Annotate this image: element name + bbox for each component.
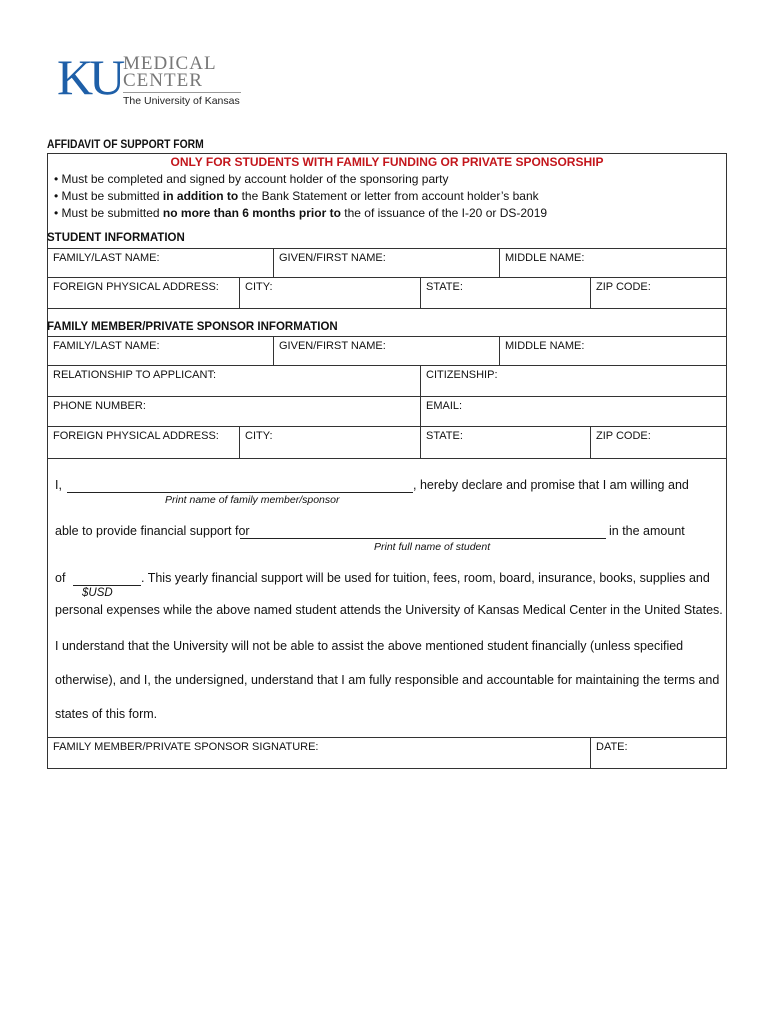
caption-usd: $USD — [82, 587, 113, 599]
sponsor-signature-field[interactable]: FAMILY MEMBER/PRIVATE SPONSOR SIGNATURE: — [47, 737, 591, 769]
declaration-line7: states of this form. — [55, 707, 158, 721]
student-given-name-field[interactable]: GIVEN/FIRST NAME: — [273, 248, 500, 278]
student-address-field[interactable]: FOREIGN PHYSICAL ADDRESS: — [47, 277, 240, 309]
bullet-additional-document: • Must be submitted in addition to the Bank Statement or letter from account holder’s bank — [54, 189, 539, 203]
declaration-line2-suffix: in the amount — [609, 524, 685, 538]
sponsor-state-field[interactable]: STATE: — [420, 426, 591, 459]
sponsor-family-name-field[interactable]: FAMILY/LAST NAME: — [47, 336, 274, 366]
declaration-line6: otherwise), and I, the undersigned, understand that I am fully responsible and accountable for maintaining the terms and — [55, 673, 720, 687]
form-title: AFFIDAVIT OF SUPPORT FORM — [47, 139, 204, 151]
declaration-line2-prefix: able to provide financial support for — [55, 524, 250, 538]
logo-university-text: The University of Kansas — [123, 95, 240, 107]
eligibility-notice: ONLY FOR STUDENTS WITH FAMILY FUNDING OR PRIVATE SPONSORSHIP — [170, 155, 604, 169]
sponsor-name-line[interactable] — [67, 492, 413, 493]
relationship-field[interactable]: RELATIONSHIP TO APPLICANT: — [47, 365, 421, 397]
sponsor-given-name-field[interactable]: GIVEN/FIRST NAME: — [273, 336, 500, 366]
ku-medical-center-logo — [57, 49, 247, 110]
student-info-heading: STUDENT INFORMATION — [47, 232, 185, 244]
logo-medical-text: MEDICAL — [123, 53, 217, 74]
declaration-line4: personal expenses while the above named student attends the University of Kansas Medical Center in the United States. — [55, 603, 723, 617]
declaration-line3-suffix: . This yearly financial support will be used for tuition, fees, room, board, insurance, books, supplies and — [141, 571, 710, 585]
student-state-field[interactable]: STATE: — [420, 277, 591, 309]
sponsor-address-field[interactable]: FOREIGN PHYSICAL ADDRESS: — [47, 426, 240, 459]
bullet-completed-signed: • Must be completed and signed by account holder of the sponsoring party — [54, 172, 449, 186]
student-family-name-field[interactable]: FAMILY/LAST NAME: — [47, 248, 274, 278]
logo-divider — [123, 92, 241, 93]
bullet-time-limit: • Must be submitted no more than 6 months prior to the of issuance of the I-20 or DS-2019 — [54, 206, 548, 220]
logo-ku-mark: KU — [57, 49, 122, 105]
student-middle-name-field[interactable]: MIDDLE NAME: — [499, 248, 727, 278]
caption-sponsor-name: Print name of family member/sponsor — [165, 494, 340, 506]
declaration-line3-prefix: of — [55, 571, 66, 585]
student-city-field[interactable]: CITY: — [239, 277, 421, 309]
declaration-i-prefix: I, — [55, 478, 62, 492]
phone-field[interactable]: PHONE NUMBER: — [47, 396, 421, 427]
declaration-line5: I understand that the University will not be able to assist the above mentioned student financially (unless specified — [55, 639, 684, 653]
sponsor-info-heading: FAMILY MEMBER/PRIVATE SPONSOR INFORMATION — [47, 321, 338, 333]
declaration-line1-suffix: , hereby declare and promise that I am willing and — [413, 478, 689, 492]
caption-student-name: Print full name of student — [374, 541, 491, 553]
sponsor-zip-field[interactable]: ZIP CODE: — [590, 426, 727, 459]
student-name-line[interactable] — [240, 538, 606, 539]
student-zip-field[interactable]: ZIP CODE: — [590, 277, 727, 309]
date-field[interactable]: DATE: — [590, 737, 727, 769]
amount-line[interactable] — [73, 585, 141, 586]
sponsor-middle-name-field[interactable]: MIDDLE NAME: — [499, 336, 727, 366]
sponsor-city-field[interactable]: CITY: — [239, 426, 421, 459]
citizenship-field[interactable]: CITIZENSHIP: — [420, 365, 727, 397]
logo-center-text: CENTER — [123, 70, 203, 91]
email-field[interactable]: EMAIL: — [420, 396, 727, 427]
